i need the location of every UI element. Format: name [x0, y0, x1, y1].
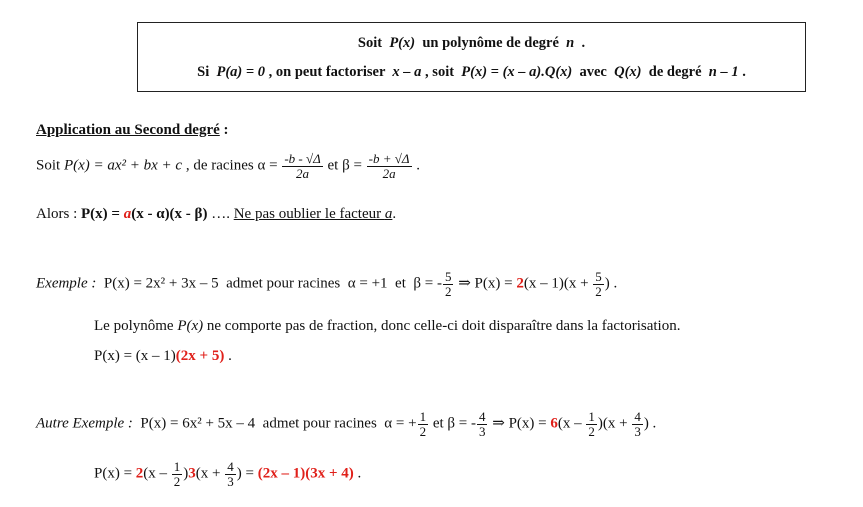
beta-fraction: [443, 270, 454, 298]
math: n: [566, 35, 575, 51]
math: P(x) = ax² + bx + c: [63, 157, 183, 174]
math-highlight: 2: [516, 275, 524, 292]
text: .: [392, 206, 397, 222]
math: α = +1: [347, 275, 388, 292]
numerator: 1: [419, 409, 427, 424]
beta-fraction: [367, 152, 412, 180]
math: ) .: [643, 415, 657, 432]
math: x – a: [392, 64, 422, 80]
text: .: [742, 64, 746, 80]
math: (x – 1)(x +: [523, 275, 593, 292]
math: n – 1: [708, 64, 739, 80]
numerator: 4: [478, 409, 486, 424]
math: a: [384, 206, 393, 222]
text: Le polynôme: [94, 318, 178, 334]
denominator: 2a: [296, 165, 310, 181]
numerator: 1: [173, 459, 181, 474]
math: α = +: [384, 415, 417, 432]
text: ….: [211, 206, 234, 222]
math: β = -: [447, 415, 476, 432]
example-2-result: [94, 460, 361, 488]
math: (x –: [143, 465, 171, 482]
section-title-text: Application au Second degré: [36, 122, 220, 138]
example-label: Exemple :: [36, 275, 97, 292]
implies-symbol: ⇒: [458, 275, 471, 292]
text: Si: [197, 64, 210, 80]
denominator: 2: [173, 473, 181, 489]
math: P(x) =: [508, 415, 551, 432]
text: admet pour racines: [262, 415, 377, 432]
numerator: 4: [634, 409, 641, 424]
text: :: [219, 122, 229, 138]
text: et: [327, 157, 343, 174]
text: admet pour racines: [226, 275, 341, 292]
alpha-fraction: [418, 410, 429, 438]
example-1-note: [94, 318, 680, 335]
math: β =: [342, 157, 362, 174]
text: et: [395, 275, 406, 292]
math: P(x): [177, 318, 204, 334]
math: )(x +: [597, 415, 632, 432]
math: P(a) = 0: [216, 64, 266, 80]
alors-line: [36, 206, 396, 223]
math: ): [183, 465, 189, 482]
denominator: 3: [227, 473, 234, 489]
denominator: 2: [588, 423, 595, 439]
text: Alors :: [36, 206, 81, 222]
text: .: [353, 465, 362, 482]
result-fraction: [586, 410, 597, 438]
denominator: 2a: [382, 165, 396, 181]
text: Soit: [36, 157, 64, 174]
denominator: 3: [478, 423, 486, 439]
result-fraction: [172, 460, 183, 488]
text: Ne pas oublier le facteur: [233, 206, 385, 222]
math: P(x) = 6x² + 5x – 4: [140, 415, 256, 432]
denominator: 2: [419, 423, 427, 439]
text: un polynôme de degré: [422, 35, 559, 51]
text: ne comporte pas de fraction, donc celle-ci doit disparaître dans la factorisation.: [203, 318, 681, 334]
math: ) =: [236, 465, 258, 482]
reminder-note: [234, 206, 393, 222]
example-2-line: [36, 410, 656, 438]
math: ) .: [604, 275, 618, 292]
text: Soit: [357, 35, 383, 51]
text: , de racines: [185, 157, 258, 174]
math: (x –: [557, 415, 586, 432]
text: , soit: [425, 64, 455, 80]
text: de degré: [648, 64, 702, 80]
text: et: [432, 415, 444, 432]
section-title: [36, 122, 229, 139]
denominator: 2: [595, 283, 602, 299]
numerator: -b - √Δ: [284, 151, 321, 166]
text: , on peut factoriser: [268, 64, 386, 80]
math-highlight: 2: [135, 465, 144, 482]
text: .: [581, 35, 586, 51]
math: (x - α)(x - β): [131, 206, 208, 222]
theorem-box: [137, 22, 806, 92]
math: β = -: [413, 275, 442, 292]
numerator: 5: [595, 269, 602, 284]
denominator: 2: [444, 283, 452, 299]
math-highlight: (2x – 1)(3x + 4): [257, 465, 354, 482]
math: α =: [257, 157, 278, 174]
math-highlight: 6: [550, 415, 558, 432]
math: P(x) = (x – a).Q(x): [461, 64, 573, 80]
math: P(x) =: [474, 275, 517, 292]
result-fraction: [225, 460, 236, 488]
math-highlight: (2x + 5): [175, 348, 225, 364]
theorem-line-2: [138, 64, 805, 81]
theorem-line-1: [138, 35, 805, 52]
example-1-result: [94, 348, 232, 365]
math: P(x) =: [94, 465, 136, 482]
numerator: -b + √Δ: [368, 151, 410, 166]
math: P(x) = 2x² + 3x – 5: [103, 275, 219, 292]
math: (x +: [195, 465, 225, 482]
math: P(x) = (x – 1): [94, 348, 176, 364]
math: Q(x): [614, 64, 642, 80]
numerator: 5: [444, 269, 452, 284]
numerator: 1: [588, 409, 595, 424]
numerator: 4: [227, 459, 234, 474]
example-1-line: [36, 270, 617, 298]
definition-line: [36, 152, 420, 180]
implies-symbol: ⇒: [492, 415, 505, 432]
example-label: Autre Exemple :: [36, 415, 133, 432]
math-highlight: 3: [188, 465, 196, 482]
math-highlight: a: [123, 206, 132, 222]
result-fraction: [593, 270, 604, 298]
alpha-fraction: [282, 152, 322, 180]
math: P(x) =: [81, 206, 124, 222]
result-fraction: [632, 410, 643, 438]
math: P(x): [389, 35, 416, 51]
text: .: [224, 348, 232, 364]
text: .: [416, 157, 421, 174]
text: avec: [579, 64, 607, 80]
beta-fraction: [477, 410, 488, 438]
denominator: 3: [634, 423, 641, 439]
